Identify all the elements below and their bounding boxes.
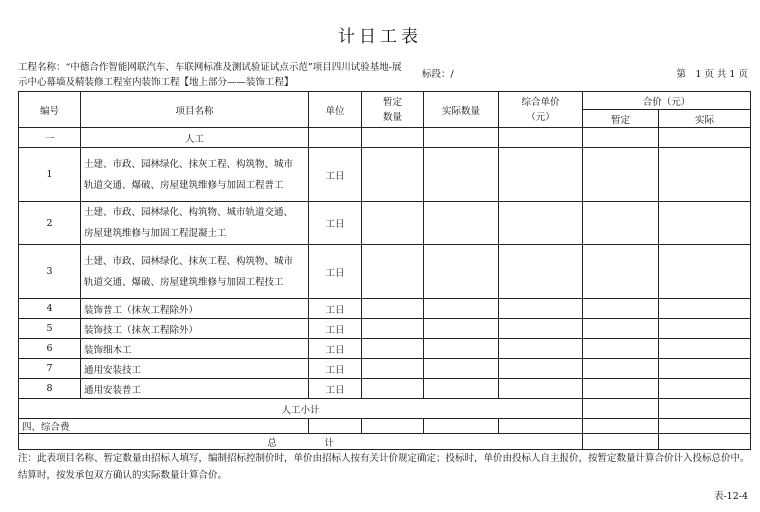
row-name [81, 202, 309, 245]
row-name: 装饰技工（抹灰工程除外） [81, 319, 309, 339]
table-row [19, 202, 751, 245]
row-no: 6 [19, 339, 81, 359]
table-row [19, 299, 751, 319]
project-name-line1: “中德合作智能网联汽车、车联网标准及测试验证试点示范”项目四川试验基地-展 [65, 62, 402, 73]
row-no: 2 [19, 202, 81, 245]
header-unit-price [499, 92, 583, 128]
overall-cost: 四、综合费 [19, 419, 309, 434]
row-name-line2: 轨道交通、爆破、房屋建筑维修与加固工程普工 [84, 179, 284, 191]
header-total-est: 暂定 [583, 110, 659, 128]
row-unit: 工日 [309, 202, 362, 245]
row-name-line1: 土建、市政、园林绿化、抹灰工程、构筑物、城市 [84, 255, 294, 267]
table-row [19, 379, 751, 399]
header-unit-price-2: （元） [526, 111, 555, 123]
table-row [19, 148, 751, 202]
section-row-labor [19, 128, 751, 148]
row-name-line2: 房屋建筑维修与加固工程混凝土工 [84, 228, 227, 239]
grand-total: 总 计 [19, 434, 583, 450]
header-unit: 单位 [309, 92, 362, 128]
labor-no: 一 [19, 128, 81, 148]
row-unit: 工日 [309, 319, 362, 339]
header-row-1 [19, 92, 751, 110]
note-line1: 注：此表项目名称、暂定数量由招标人填写，编制招标控制价时，单价由招标人按有关计价规定确定；投标时，单价由投标人自主报价，按暂定数量计算合价计入投标总价中。 [18, 453, 750, 464]
project-name [18, 60, 418, 90]
grand-total-row [19, 434, 751, 450]
header-no: 编号 [19, 92, 81, 128]
table-row [19, 359, 751, 379]
row-name: 装饰普工（抹灰工程除外） [81, 299, 309, 319]
section-label: 标段：/ [422, 69, 454, 80]
row-name-line1: 土建、市政、园林绿化、抹灰工程、构筑物、城市 [84, 158, 294, 170]
page-count: 第 1 页 共 1 页 [676, 69, 748, 80]
row-name: 装饰细木工 [81, 339, 309, 359]
row-unit: 工日 [309, 339, 362, 359]
row-unit: 工日 [309, 245, 362, 299]
form-code: 表-12-4 [713, 491, 748, 502]
header-act-qty: 实际数量 [424, 92, 499, 128]
table-note [18, 450, 754, 484]
row-name-line2: 轨道交通、爆破、房屋建筑维修与加固工程技工 [84, 276, 284, 288]
row-no: 4 [19, 299, 81, 319]
table-row [19, 319, 751, 339]
row-name: 通用安装普工 [81, 379, 309, 399]
row-unit: 工日 [309, 379, 362, 399]
table-row [19, 339, 751, 359]
note-line2: 结算时，按发承包双方确认的实际数量计算合价。 [18, 470, 228, 481]
page-title: 计日工表 [338, 27, 422, 47]
header-est-qty-2: 数量 [382, 111, 402, 123]
overall-cost-row [19, 419, 751, 434]
daywork-table [18, 91, 751, 450]
row-name [81, 245, 309, 299]
row-no: 1 [19, 148, 81, 202]
row-name-line1: 土建、市政、园林绿化、构筑物、城市轨道交通、 [84, 207, 294, 218]
header-name: 项目名称 [81, 92, 309, 128]
row-no: 7 [19, 359, 81, 379]
row-no: 8 [19, 379, 81, 399]
project-name-line2: 示中心幕墙及精装修工程室内装饰工程【地上部分——装饰工程】 [18, 77, 294, 88]
header-est-qty [362, 92, 424, 128]
project-label: 工程名称： [18, 62, 66, 73]
row-no: 3 [19, 245, 81, 299]
labor-subtotal: 人工小计 [19, 399, 583, 419]
header-total: 合价（元） [583, 92, 751, 110]
labor-subtotal-row [19, 399, 751, 419]
header-unit-price-1: 综合单价 [521, 96, 560, 108]
row-unit: 工日 [309, 299, 362, 319]
row-unit: 工日 [309, 359, 362, 379]
row-name: 通用安装技工 [81, 359, 309, 379]
row-name [81, 148, 309, 202]
row-unit: 工日 [309, 148, 362, 202]
table-row [19, 245, 751, 299]
header-est-qty-1: 暂定 [382, 96, 402, 108]
header-total-act: 实际 [659, 110, 751, 128]
labor-name: 人工 [81, 128, 309, 148]
row-no: 5 [19, 319, 81, 339]
